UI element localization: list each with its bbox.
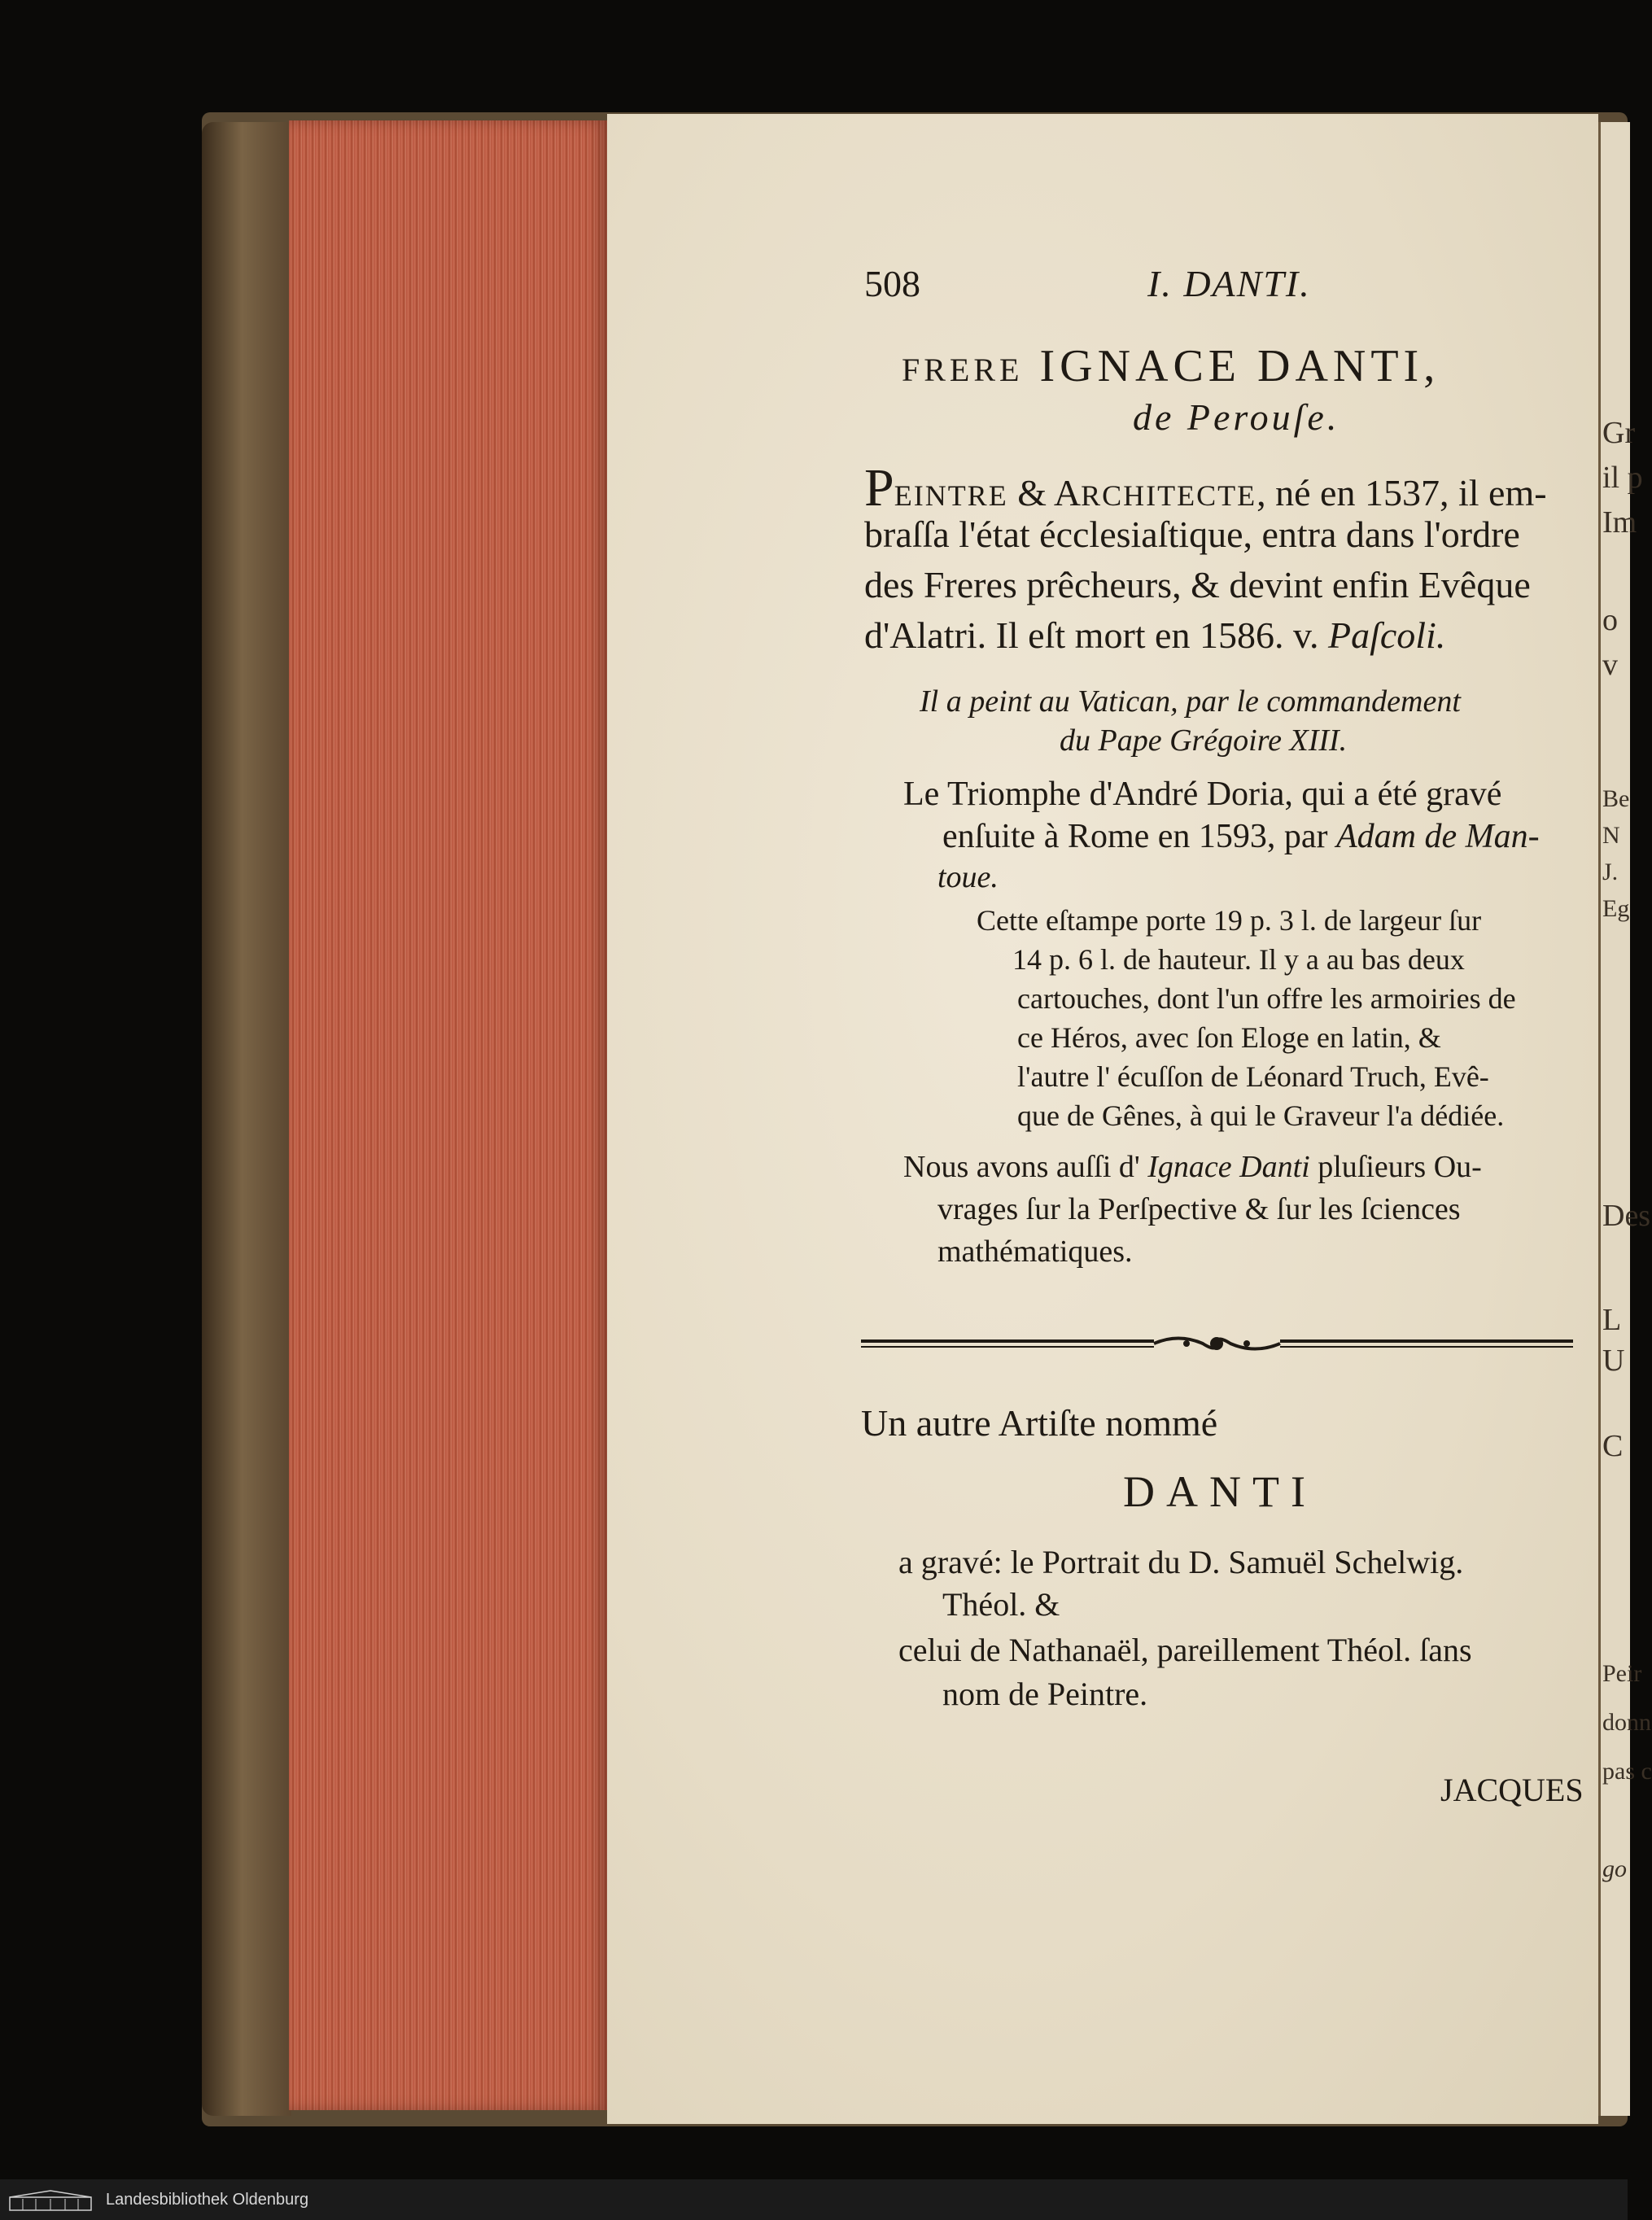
page-number: 508 [864, 263, 920, 304]
next-page-fragment: o [1602, 603, 1618, 637]
triomphe-text: enſuite à Rome en 1593, par [942, 818, 1337, 855]
next-page-fragment: donn [1602, 1709, 1651, 1736]
bio-line-4 [864, 614, 1445, 657]
autre-line-1: a gravé: le Portrait du D. Samuël Schelwig. [898, 1544, 1464, 1580]
vatican-line-2: du Pape Grégoire XIII. [1060, 723, 1348, 758]
library-name[interactable]: Landesbibliothek Oldenburg [106, 2191, 309, 2209]
next-page-fragment: Gr [1602, 416, 1636, 450]
bio-reference: Paſcoli. [1327, 614, 1446, 656]
bio-line-1 [864, 457, 1547, 519]
drop-initial: P [864, 458, 894, 518]
heading-origin: de Perouſe. [1133, 396, 1340, 438]
book-spine [202, 122, 291, 2116]
next-page-edge [1598, 122, 1652, 2116]
entry-heading [902, 340, 1440, 392]
autre-intro: Un autre Artiſte nommé [861, 1402, 1218, 1444]
autre-line-4: nom de Peintre. [942, 1676, 1148, 1712]
heading-frere: FRERE [902, 352, 1024, 388]
ouvrages-line-1 [903, 1149, 1482, 1185]
engraver-name: Adam de Man- [1336, 818, 1540, 855]
ouvrages-line-3: mathématiques. [937, 1235, 1133, 1269]
page-edges [289, 120, 608, 2110]
bio-line-2: braſſa l'état écclesiaſtique, entra dans l'ordre [864, 513, 1520, 555]
ouvrages-text: Nous avons auſſi d' [903, 1150, 1148, 1184]
estampe-line-4: ce Héros, avec ſon Eloge en latin, & [1017, 1021, 1441, 1054]
autre-name: DANTI [1123, 1467, 1317, 1516]
estampe-line-2: 14 p. 6 l. de hauteur. Il y a au bas deux [1012, 943, 1465, 976]
bio-small-caps: EINTRE [894, 479, 1008, 512]
bio-line-4-text: d'Alatri. Il eſt mort en 1586. v. [864, 614, 1328, 656]
next-page-fragment: Im [1602, 505, 1637, 540]
heading-name: IGNACE DANTI, [1039, 341, 1440, 391]
next-page-fragment: pas c [1602, 1758, 1652, 1785]
triomphe-line-1: Le Triomphe d'André Doria, qui a été gravé [903, 776, 1502, 813]
next-page-fragment: L [1602, 1303, 1622, 1337]
next-page-fragment: Peir [1602, 1660, 1642, 1687]
next-page-fragment: Eg [1602, 895, 1630, 922]
next-page-fragment: v [1602, 648, 1618, 682]
next-page-fragment: Des [1602, 1199, 1651, 1233]
estampe-line-5: l'autre l' écuſſon de Léonard Truch, Evê- [1017, 1060, 1489, 1093]
next-page-fragment: U [1602, 1344, 1625, 1378]
estampe-line-1: Cette eſtampe porte 19 p. 3 l. de largeur ſur [977, 904, 1482, 937]
bio-line-3: des Freres prêcheurs, & devint enfin Evêque [864, 564, 1531, 605]
ouvrages-author: Ignace Danti [1147, 1150, 1310, 1184]
bio-small-caps: RCHITECTE [1081, 479, 1257, 512]
bio-rest: , né en 1537, il em- [1256, 472, 1547, 513]
next-page-fragment: il p [1602, 461, 1643, 495]
ouvrages-text: pluſieurs Ou- [1309, 1150, 1482, 1184]
next-page-fragment: J. [1602, 859, 1619, 885]
estampe-line-3: cartouches, dont l'un offre les armoiries de [1017, 982, 1516, 1015]
footer-bar [0, 2179, 1628, 2220]
next-page-fragment: go [1602, 1855, 1627, 1882]
autre-line-2: Théol. & [942, 1586, 1060, 1623]
catchword: JACQUES [1440, 1772, 1584, 1808]
triomphe-line-3: toue. [937, 860, 999, 894]
next-page-fragment: N [1602, 822, 1620, 849]
next-page-fragment: C [1602, 1429, 1624, 1463]
ouvrages-line-2: vrages ſur la Perſpective & ſur les ſciences [937, 1192, 1461, 1226]
next-page-fragment: Be [1602, 785, 1630, 812]
autre-line-3: celui de Nathanaël, pareillement Théol. ſans [898, 1632, 1472, 1668]
estampe-line-6: que de Gênes, à qui le Graveur l'a dédiée. [1017, 1099, 1505, 1132]
vatican-line-1: Il a peint au Vatican, par le commandement [920, 684, 1461, 719]
running-title: I. DANTI. [1147, 263, 1311, 304]
library-building-icon [7, 2189, 96, 2212]
bio-ampersand: & A [1007, 472, 1082, 513]
triomphe-line-2 [942, 817, 1540, 856]
ornamental-rule [861, 1328, 1573, 1361]
